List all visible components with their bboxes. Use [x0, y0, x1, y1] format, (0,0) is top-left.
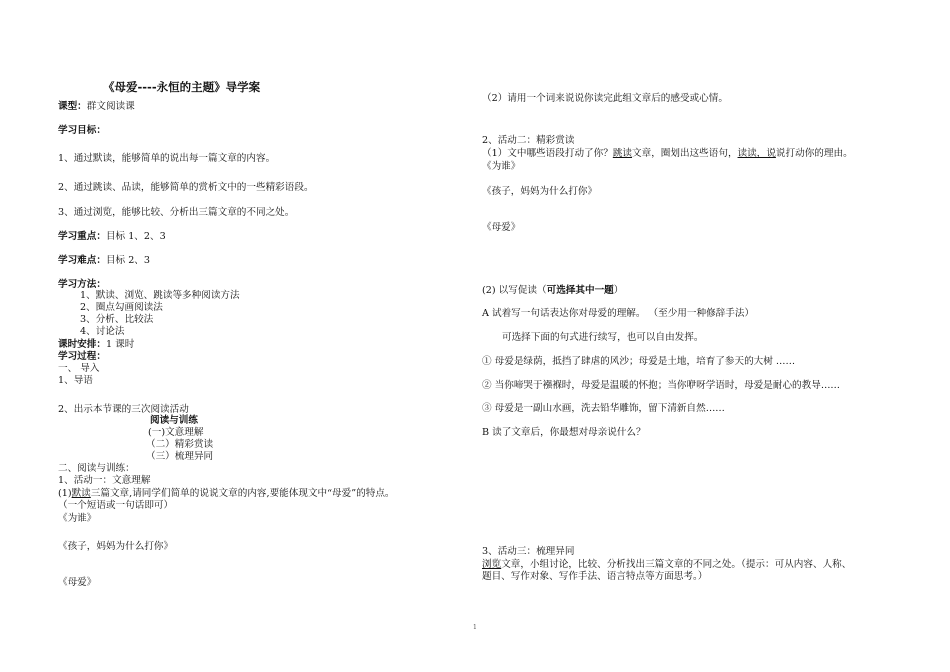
course-type-value: 群文阅读课	[86, 101, 135, 112]
option-a-hint: 可选择下面的句式进行续写，也可以自由发挥。	[502, 332, 704, 343]
difficulty-line	[58, 255, 150, 267]
methods-heading: 学习方法：	[58, 279, 106, 290]
act1-q-note: （一个短语或一句话即可）	[58, 500, 174, 511]
right-article-title-3: 《母爱》	[482, 222, 521, 233]
writing-heading-a: (2) 以写促读（	[482, 285, 547, 296]
act3-heading: 3、活动三：梳理异同	[482, 546, 575, 557]
act2-heading: 2、活动二：精彩赏读	[482, 135, 575, 146]
pattern-2: ② 当你啼哭于襁褓时，母爱是温暖的怀抱；当你咿呀学语时，母爱是耐心的教导……	[482, 380, 841, 391]
process-heading: 学习过程：	[58, 351, 106, 362]
objective-3: 3、通过浏览，能够比较、分析出三篇文章的不同之处。	[58, 207, 295, 218]
step-2-item: 2、出示本节课的三次阅读活动	[58, 404, 189, 415]
act2-question	[482, 148, 853, 160]
key-point-label: 学习重点：	[58, 231, 106, 242]
activity-3: （三）梳理异同	[146, 451, 214, 462]
pattern-1: ① 母爱是绿荫，抵挡了肆虐的风沙；母爱是土地，培育了参天的大树 ……	[482, 356, 796, 367]
article-title-2: 《孩子，妈妈为什么打你》	[58, 541, 174, 552]
method-2: 2、圈点勾画阅读法	[80, 302, 163, 313]
act2-q-b: 文章，圈划出这些语句，	[632, 148, 738, 159]
right-article-title-1: 《为谁》	[482, 161, 521, 172]
course-type-line	[58, 101, 135, 113]
act1-heading: 1、活动一：文意理解	[58, 475, 151, 486]
schedule-label: 课时安排：	[58, 339, 106, 350]
writing-heading-bold: 可选择其中一题	[546, 285, 614, 296]
key-point-value: 目标 1、2、3	[105, 231, 166, 242]
schedule-value: 1 课时	[105, 339, 135, 350]
key-point-line	[58, 231, 166, 243]
act2-q-u1: 跳读	[612, 148, 633, 159]
activity-2: （二）精彩赏读	[146, 439, 214, 450]
schedule-line	[58, 339, 134, 351]
q2-prompt: （2）请用一个词来说说你读完此组文章后的感受或心情。	[482, 93, 728, 104]
page-number: 1	[473, 624, 477, 631]
act1-q-prefix: (1)	[58, 488, 72, 499]
option-a: A 试着写一句话表达你对母爱的理解。 （至少用一种修辞手法）	[482, 308, 755, 319]
act1-q-underlined: 默读	[71, 488, 91, 499]
act2-q-c: 说打动你的理由。	[775, 148, 853, 159]
activities-heading: 阅读与训练	[150, 415, 198, 426]
act3-line-2: 题目、写作对象、写作手法、语言特点等方面思考。）	[482, 571, 708, 582]
act1-question	[58, 488, 395, 500]
option-b: B 读了文章后，你最想对母亲说什么？	[482, 427, 646, 438]
objectives-heading: 学习目标：	[58, 125, 106, 136]
act3-rest: 文章，小组讨论，比较、分析找出三篇文章的不同之处。（提示：可从内容、人称、	[501, 559, 852, 570]
method-3: 3、分析、比较法	[80, 314, 154, 325]
article-title-1: 《为谁》	[58, 513, 97, 524]
right-article-title-2: 《孩子，妈妈为什么打你》	[482, 186, 598, 197]
pattern-3: ③ 母爱是一副山水画，洗去铅华雕饰，留下清新自然……	[482, 403, 725, 414]
act3-line-1	[482, 559, 851, 571]
method-1: 1、默读、浏览、跳读等多种阅读方法	[80, 290, 240, 301]
step-1-heading: 一、 导入	[58, 363, 100, 374]
section-2-heading: 二、阅读与训练：	[58, 463, 135, 474]
article-title-3: 《母爱》	[58, 577, 97, 588]
act2-q-u2: 读读，说	[737, 148, 776, 159]
difficulty-value: 目标 2、3	[105, 255, 151, 266]
document-title: 《母爱----永恒的主题》导学案	[103, 80, 261, 94]
method-4: 4、讨论法	[80, 326, 125, 337]
step-1-item: 1、导语	[58, 375, 93, 386]
act2-q-a: （1）文中哪些语段打动了你？	[482, 148, 613, 159]
objective-1: 1、通过默读，能够简单的说出每一篇文章的内容。	[58, 153, 276, 164]
objective-2: 2、通过跳读、品读，能够简单的赏析文中的一些精彩语段。	[58, 182, 314, 193]
course-type-label: 课型：	[58, 101, 87, 112]
writing-heading	[482, 285, 623, 297]
writing-heading-b: ）	[613, 285, 624, 296]
act1-q-rest: 三篇文章,请同学们简单的说说文章的内容,要能体现文中“母爱”的特点。	[90, 488, 395, 499]
act3-underlined: 浏览	[482, 559, 502, 570]
difficulty-label: 学习难点：	[58, 255, 106, 266]
activity-1: (一)文意理解	[148, 427, 204, 438]
